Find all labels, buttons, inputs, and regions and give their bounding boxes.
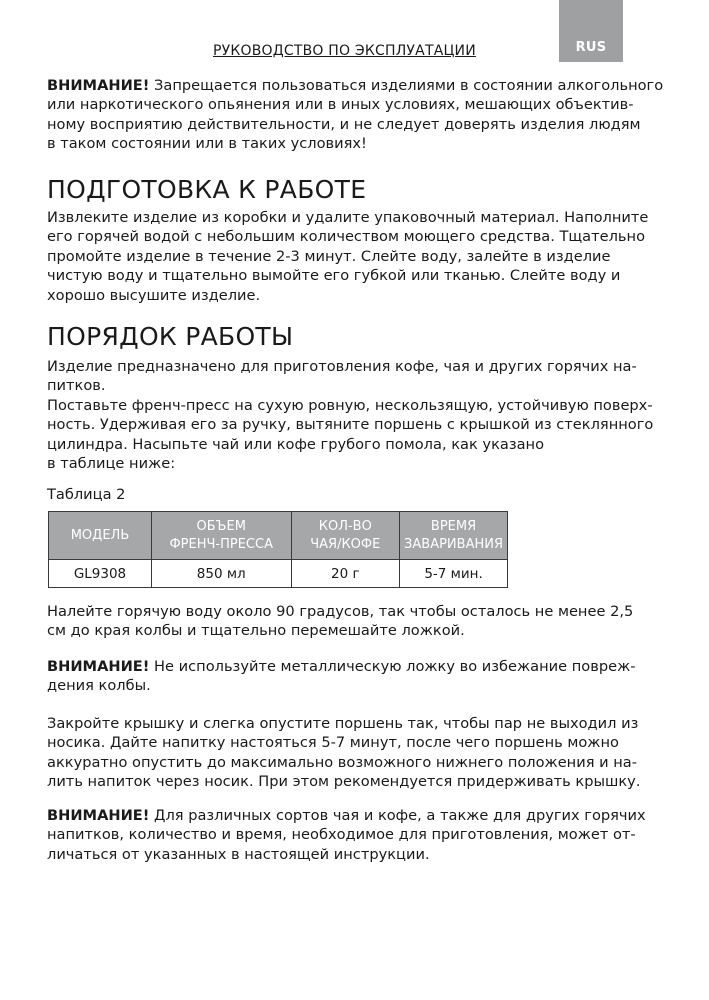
warning-paragraph-spoon bbox=[47, 657, 667, 696]
paragraph-line: хорошо высушите изделие. bbox=[47, 286, 261, 304]
warning-text: Запрещается пользоваться изделиями в состоянии алкогольного bbox=[149, 77, 664, 94]
table-cell-model: GL9308 bbox=[49, 560, 152, 588]
warning-text: напитков, количество и время, необходимое для приготовления, может от- bbox=[47, 826, 636, 844]
warning-text: Не используйте металлическую ложку во избежание повреж- bbox=[149, 658, 636, 675]
paragraph-line: Извлеките изделие из коробки и удалите упаковочный материал. Наполните bbox=[47, 209, 649, 226]
paragraph-line: его горячей водой с небольшим количеством моющего средства. Тщательно bbox=[47, 228, 646, 246]
table-header-volume: ОБЪЕМ ФРЕНЧ-ПРЕССА bbox=[151, 512, 291, 560]
paragraph-line: см до края колбы и тщательно перемешайте ложкой. bbox=[47, 622, 465, 640]
table-header-model: МОДЕЛЬ bbox=[49, 512, 152, 560]
table-caption: Таблица 2 bbox=[47, 486, 126, 503]
table-header-brew-time: ВРЕМЯ ЗАВАРИВАНИЯ bbox=[400, 512, 508, 560]
warning-text: ному восприятию действительности, и не следует доверять изделия людям bbox=[47, 115, 641, 133]
warning-text: Для различных сортов чая и кофе, а также для других горячих bbox=[149, 807, 646, 824]
table-cell-brew-time: 5-7 мин. bbox=[400, 560, 508, 588]
warning-label: ВНИМАНИЕ! bbox=[47, 658, 150, 675]
paragraph-line: лить напиток через носик. При этом рекомендуется придерживать крышку. bbox=[47, 773, 641, 791]
warning-text: в таком состоянии или в таких условиях! bbox=[47, 135, 367, 153]
table-row bbox=[49, 560, 508, 588]
table-cell-amount: 20 г bbox=[291, 560, 400, 588]
paragraph-line: питков. bbox=[47, 377, 106, 395]
table-cell-volume: 850 мл bbox=[151, 560, 291, 588]
water-paragraph bbox=[47, 602, 667, 641]
brewing-table bbox=[48, 511, 508, 588]
paragraph-line: Закройте крышку и слегка опустите поршень так, чтобы пар не выходил из bbox=[47, 715, 639, 732]
paragraph-line: Поставьте френч-пресс на сухую ровную, нескользящую, устойчивую поверх- bbox=[47, 396, 653, 414]
paragraph-line: аккуратно опустить до максимально возможного нижнего положения и на- bbox=[47, 753, 637, 771]
section-heading-preparation: ПОДГОТОВКА К РАБОТЕ bbox=[47, 175, 367, 204]
operation-paragraph bbox=[47, 357, 667, 473]
warning-label: ВНИМАНИЕ! bbox=[47, 807, 150, 824]
paragraph-line: Налейте горячую воду около 90 градусов, так чтобы осталось не менее 2,5 bbox=[47, 603, 634, 620]
warning-text: дения колбы. bbox=[47, 677, 151, 695]
paragraph-line: чистую воду и тщательно вымойте его губкой или тканью. Слейте воду и bbox=[47, 267, 621, 285]
lid-paragraph bbox=[47, 714, 667, 792]
language-tab: RUS bbox=[559, 0, 623, 62]
page-header: РУКОВОДСТВО ПО ЭКСПЛУАТАЦИИ bbox=[213, 43, 476, 59]
warning-text: личаться от указанных в настоящей инструкции. bbox=[47, 845, 430, 863]
paragraph-line: ность. Удерживая его за ручку, вытяните поршень с крышкой из стеклянного bbox=[47, 416, 654, 434]
paragraph-line: носика. Дайте напитку настояться 5-7 минут, после чего поршень можно bbox=[47, 734, 619, 752]
preparation-paragraph bbox=[47, 208, 667, 305]
paragraph-line: промойте изделие в течение 2-3 минут. Слейте воду, залейте в изделие bbox=[47, 247, 611, 265]
warning-paragraph-alcohol bbox=[47, 76, 667, 154]
paragraph-line: Изделие предназначено для приготовления кофе, чая и других горячих на- bbox=[47, 358, 637, 375]
section-heading-operation: ПОРЯДОК РАБОТЫ bbox=[47, 322, 294, 351]
warning-text: или наркотического опьянения или в иных условиях, мешающих объектив- bbox=[47, 96, 634, 114]
warning-paragraph-variety bbox=[47, 806, 667, 864]
table-header-row bbox=[49, 512, 508, 560]
warning-label: ВНИМАНИЕ! bbox=[47, 77, 150, 94]
paragraph-line: цилиндра. Насыпьте чай или кофе грубого помола, как указано bbox=[47, 435, 544, 453]
paragraph-line: в таблице ниже: bbox=[47, 455, 176, 473]
table-header-amount: КОЛ-ВО ЧАЯ/КОФЕ bbox=[291, 512, 400, 560]
